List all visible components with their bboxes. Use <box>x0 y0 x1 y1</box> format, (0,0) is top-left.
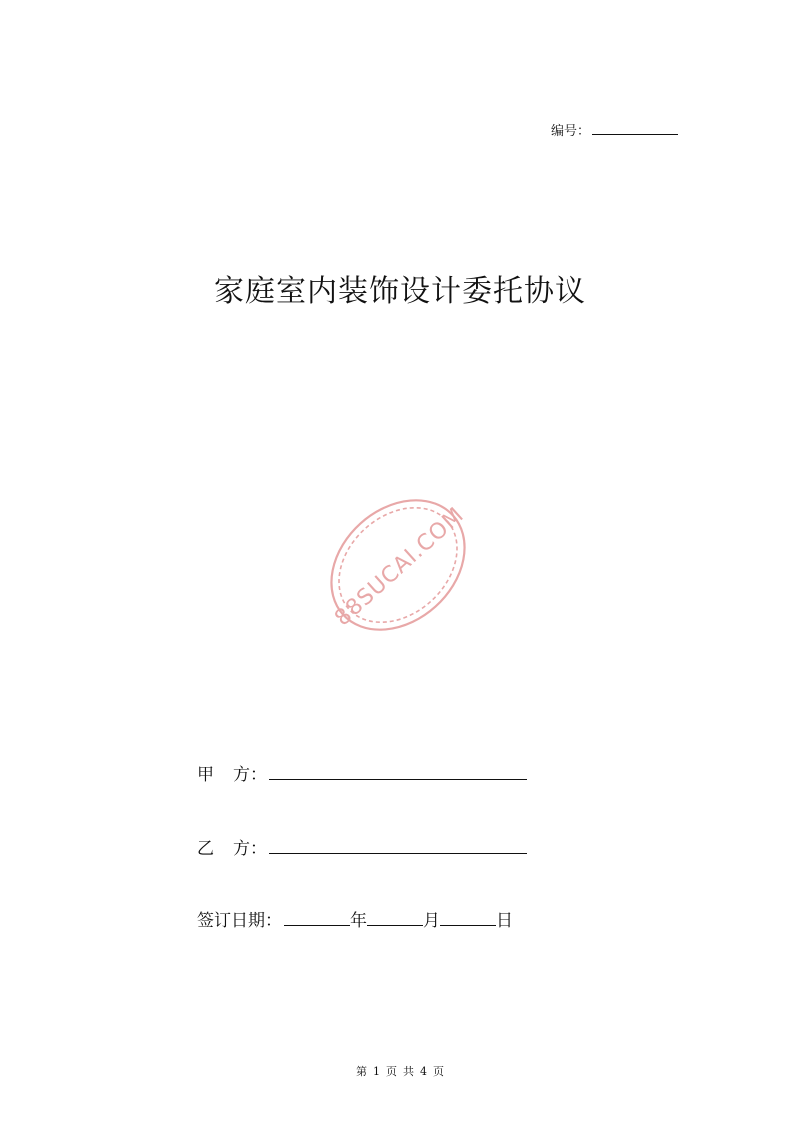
watermark-seal-icon <box>318 490 478 640</box>
sign-date-month-line[interactable] <box>367 910 423 926</box>
party-b-input-line[interactable] <box>269 838 527 854</box>
footer-total-pages: 4 <box>420 1065 427 1078</box>
party-b-label-1: 乙 <box>197 839 214 859</box>
sign-date-field <box>197 910 513 932</box>
party-a-label-1: 甲 <box>197 765 214 785</box>
party-a-input-line[interactable] <box>269 764 527 780</box>
sign-date-label: 签订日期： <box>197 911 282 931</box>
sign-date-month-label: 月 <box>423 911 440 931</box>
sign-date-year-label: 年 <box>350 911 367 931</box>
sign-date-day-label: 日 <box>496 911 513 931</box>
party-a-field <box>197 764 527 786</box>
footer-di: 第 <box>356 1065 367 1078</box>
document-title: 家庭室内装饰设计委托协议 <box>214 274 586 309</box>
sign-date-year-line[interactable] <box>284 910 350 926</box>
footer-ye: 页 <box>386 1065 397 1078</box>
page-footer <box>0 1064 800 1080</box>
footer-ye2: 页 <box>433 1065 444 1078</box>
document-number <box>551 122 678 141</box>
party-a-label-2: 方： <box>233 765 267 785</box>
party-b-field <box>197 838 527 860</box>
document-number-label: 编号： <box>551 124 591 139</box>
document-number-blank[interactable] <box>592 122 678 135</box>
sign-date-day-line[interactable] <box>440 910 496 926</box>
footer-page-number: 1 <box>373 1065 380 1078</box>
party-b-label-2: 方： <box>233 839 267 859</box>
watermark-seal-text: 88SUCAI.COM <box>330 502 470 632</box>
footer-gong: 共 <box>403 1065 414 1078</box>
